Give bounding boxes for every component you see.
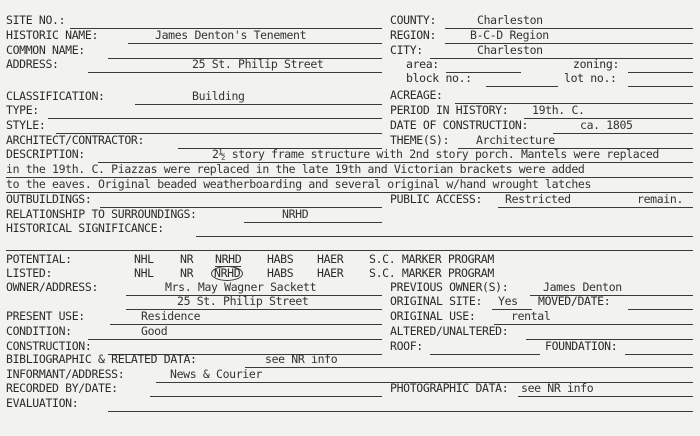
recorded-line xyxy=(150,396,382,397)
lot-line xyxy=(628,86,693,87)
description-label: DESCRIPTION: xyxy=(6,147,85,161)
potential-nhl: NHL xyxy=(134,252,154,266)
description-rule-3 xyxy=(6,192,693,193)
recorded-label: RECORDED BY/DATE: xyxy=(6,381,118,395)
relationship-value: NRHD xyxy=(282,207,309,221)
original-use-line xyxy=(494,324,693,325)
relationship-label: RELATIONSHIP TO SURROUNDINGS: xyxy=(6,207,197,221)
region-value: B-C-D Region xyxy=(470,28,549,42)
photo-label: PHOTOGRAPHIC DATA: xyxy=(390,381,509,395)
potential-nrhd: NRHD xyxy=(215,252,242,266)
significance-line xyxy=(196,236,693,237)
original-use-value: rental xyxy=(511,309,551,323)
listed-nr: NR xyxy=(180,266,194,280)
acreage-label: ACREAGE: xyxy=(390,88,443,102)
bibliographic-line xyxy=(245,367,693,368)
date-label: DATE OF CONSTRUCTION: xyxy=(390,118,529,132)
themes-value: Architecture xyxy=(476,133,555,147)
photo-line xyxy=(518,396,693,397)
evaluation-label: EVALUATION: xyxy=(6,396,79,410)
listed-label: LISTED: xyxy=(6,266,53,280)
informant-label: INFORMANT/ADDRESS: xyxy=(6,367,125,381)
zoning-line xyxy=(628,72,693,73)
historic-name-label: HISTORIC NAME: xyxy=(6,28,99,42)
city-line xyxy=(430,58,693,59)
city-label: CITY: xyxy=(390,43,423,57)
architect-label: ARCHITECT/CONTRACTOR: xyxy=(6,133,145,147)
style-label: STYLE: xyxy=(6,118,46,132)
classification-label: CLASSIFICATION: xyxy=(6,89,105,103)
moved-label: MOVED/DATE: xyxy=(538,294,611,308)
listed-nhl: NHL xyxy=(134,266,154,280)
public-access-label: PUBLIC ACCESS: xyxy=(390,192,483,206)
address-label: ADDRESS: xyxy=(6,57,59,71)
moved-line xyxy=(628,309,693,310)
zoning-label: zoning: xyxy=(573,57,620,71)
county-value: Charleston xyxy=(477,13,543,27)
roof-label: ROOF: xyxy=(390,339,423,353)
owner-address-value: 25 St. Philip Street xyxy=(177,294,309,308)
altered-label: ALTERED/UNALTERED: xyxy=(390,324,509,338)
type-label: TYPE: xyxy=(6,103,39,117)
potential-nr: NR xyxy=(180,252,194,266)
potential-habs: HABS xyxy=(267,252,294,266)
county-label: COUNTY: xyxy=(390,13,437,27)
address-line xyxy=(88,72,382,73)
date-value: ca. 1805 xyxy=(580,118,633,132)
classification-value: Building xyxy=(192,89,245,103)
period-label: PERIOD IN HISTORY: xyxy=(390,103,509,117)
foundation-line xyxy=(625,354,693,355)
original-site-value: Yes xyxy=(498,294,518,308)
public-access-line xyxy=(498,207,693,208)
date-line xyxy=(553,133,693,134)
region-label: REGION: xyxy=(390,28,437,42)
relationship-line xyxy=(244,222,382,223)
potential-marker: S.C. MARKER PROGRAM xyxy=(369,252,494,266)
foundation-label: FOUNDATION: xyxy=(545,339,618,353)
listed-habs: HABS xyxy=(267,266,294,280)
condition-label: CONDITION: xyxy=(6,324,72,338)
present-use-value: Residence xyxy=(141,309,201,323)
listed-marker: S.C. MARKER PROGRAM xyxy=(369,266,494,280)
site-no-label: SITE NO.: xyxy=(6,13,66,27)
themes-label: THEME(S): xyxy=(390,133,450,147)
potential-label: POTENTIAL: xyxy=(6,252,72,266)
city-value: Charleston xyxy=(477,43,543,57)
listed-haer: HAER xyxy=(317,266,344,280)
area-label: area: xyxy=(406,57,439,71)
description-line-3: to the eaves. Original beaded weatherboarding and several original w/hand wrought latches xyxy=(6,177,592,191)
address-value: 25 St. Philip Street xyxy=(192,57,324,71)
photo-value: see NR info xyxy=(521,381,594,395)
historic-name-line xyxy=(128,43,382,44)
historic-name-value: James Denton's Tenement xyxy=(155,28,307,42)
prev-owner-label: PREVIOUS OWNER(S): xyxy=(390,280,509,294)
original-site-label: ORIGINAL SITE: xyxy=(390,294,483,308)
condition-line xyxy=(88,339,382,340)
evaluation-line xyxy=(108,411,693,412)
significance-label: HISTORICAL SIGNIFICANCE: xyxy=(6,221,164,235)
bibliographic-label: BIBLIOGRAPHIC & RELATED DATA: xyxy=(6,352,197,366)
listed-nrhd-circled: NRHD xyxy=(211,266,243,281)
significance-line-2 xyxy=(6,250,693,251)
present-use-label: PRESENT USE: xyxy=(6,309,85,323)
roof-line xyxy=(430,354,540,355)
informant-value: News & Courier xyxy=(170,367,263,381)
bibliographic-value: see NR info xyxy=(265,352,338,366)
common-name-label: COMMON NAME: xyxy=(6,43,85,57)
public-access-value: Restricted xyxy=(505,192,571,206)
period-value: 19th. C. xyxy=(532,103,585,117)
construction-label: CONSTRUCTION: xyxy=(6,339,92,353)
classification-line xyxy=(135,104,382,105)
prev-owner-value: James Denton xyxy=(543,280,622,294)
outbuildings-label: OUTBUILDINGS: xyxy=(6,192,92,206)
block-label: block no.: xyxy=(406,71,472,85)
owner-label: OWNER/ADDRESS: xyxy=(6,280,99,294)
type-line xyxy=(48,118,382,119)
original-use-label: ORIGINAL USE: xyxy=(390,309,476,323)
remain-value: remain. xyxy=(637,192,684,206)
description-line-2: in the 19th. C. Piazzas were replaced in the late 19th and Victorian brackets were added xyxy=(6,162,585,176)
potential-haer: HAER xyxy=(317,252,344,266)
condition-value: Good xyxy=(141,324,168,338)
owner-value: Mrs. May Wagner Sackett xyxy=(165,280,317,294)
lot-label: lot no.: xyxy=(564,71,617,85)
description-line-1: 2½ story frame structure with 2nd story porch. Mantels were replaced xyxy=(212,147,660,161)
block-line xyxy=(486,86,558,87)
